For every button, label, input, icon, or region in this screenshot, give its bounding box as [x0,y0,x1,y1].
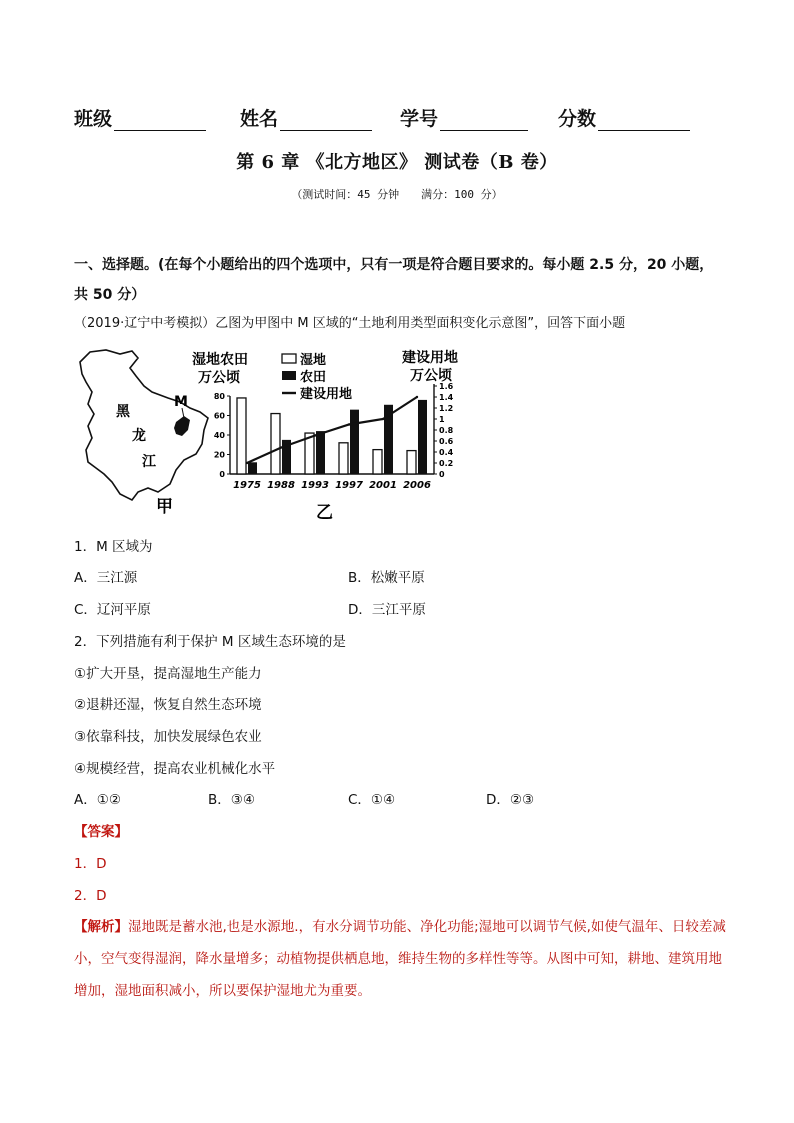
x-tick-label: 2006 [403,480,431,491]
student-number-blank[interactable] [440,110,528,131]
right-tick-label: 1 [439,415,445,424]
chart-legend [282,352,352,402]
right-tick-label: 1.4 [439,393,454,402]
q2-statement-1: ①扩大开垦，提高湿地生产能力 [74,666,262,682]
right-axis-title-1: 建设用地 [402,350,458,366]
left-axis-title-2: 万公顷 [198,370,240,386]
section-heading: 一、选择题。(在每个小题给出的四个选项中，只有一项是符合题目要求的。每小题 2.5 分，20 小题，共 50 分） [74,257,714,303]
bar-farmland [418,400,427,474]
legend-wetland-label: 湿地 [300,353,327,368]
x-tick-label: 1988 [267,480,295,491]
map-label-hei: 黑 [116,404,130,420]
legend-farmland-swatch [282,371,296,380]
legend-farmland-label: 农田 [300,370,327,385]
m-region-label: M [174,394,188,410]
q2-statement-3: ③依靠科技，加快发展绿色农业 [74,729,262,745]
land-use-chart [192,349,458,522]
bar-farmland [350,410,359,474]
map-label-long: 龙 [132,428,146,444]
analysis-text: 湿地既是蓄水池,也是水源地.，有水分调节功能、净化功能;湿地可以调节气候,如使气温年、日较差减小，空气变得湿润，降水量增多；动植物提供栖息地，维持生物的多样性等等。从图中可知，耕地、建筑用地增加，湿地面积减小，所以要保护湿地尤为重要。 [74,919,726,999]
score-blank[interactable] [598,110,690,131]
student-number-field[interactable] [400,104,528,131]
student-info-row [74,104,714,130]
q2-option-d[interactable]: D．②③ [486,792,535,808]
bar-wetland [237,398,246,474]
test-meta: （测试时间：45 分钟 满分：100 分） [291,188,503,201]
point-construction [280,446,282,448]
left-tick-label: 0 [219,470,225,479]
student-number-label: 学号 [400,108,439,130]
answer-2: 2．D [74,888,107,904]
right-tick-label: 0.4 [439,448,454,457]
class-field[interactable] [74,104,206,131]
left-tick-label: 60 [213,411,225,421]
question-1-stem: 1．M 区域为 [74,539,153,555]
left-tick-label: 40 [213,431,225,440]
analysis-paragraph [74,911,728,1007]
right-tick-label: 0.6 [439,437,454,446]
point-construction [382,418,384,420]
q2-option-b[interactable]: B．③④ [208,792,255,808]
question-intro: （2019·辽宁中考模拟）乙图为甲图中 M 区域的“土地利用类型面积变化示意图”，回答下面小题 [74,316,626,331]
q2-option-c[interactable]: C．①④ [348,792,396,808]
point-construction [348,423,350,425]
point-construction [416,396,418,398]
left-axis-title-1: 湿地农田 [192,352,248,368]
bar-wetland [271,414,280,474]
legend-wetland-swatch [282,354,296,363]
q1-option-b[interactable]: B．松嫩平原 [348,570,425,586]
answer-label: 【答案】 [74,824,128,840]
score-field[interactable] [558,104,690,131]
bar-wetland [373,450,382,474]
legend-construction-label: 建设用地 [300,387,353,402]
class-label: 班级 [74,108,113,130]
right-tick-label: 1.6 [439,382,454,391]
q1-option-d[interactable]: D．三江平原 [348,602,426,618]
analysis-label: 【解析】 [74,919,128,935]
score-label: 分数 [558,108,597,130]
x-tick-label: 1997 [335,480,363,491]
right-tick-label: 1.2 [439,404,454,413]
x-tick-label: 1993 [301,480,329,491]
left-tick-label: 80 [213,392,225,401]
q2-option-a[interactable]: A．①② [74,792,121,808]
figure [72,342,472,522]
point-construction [314,434,316,436]
left-tick-label: 20 [213,450,225,460]
class-blank[interactable] [114,110,206,131]
bar-farmland [316,431,325,474]
map-caption: 甲 [156,497,173,517]
x-tick-label: 2001 [369,480,397,491]
answer-1: 1．D [74,856,107,872]
name-label: 姓名 [240,108,279,130]
heilongjiang-map [80,350,208,517]
right-axis-title-2: 万公顷 [410,368,452,384]
map-label-jiang: 江 [142,454,156,470]
chart-caption: 乙 [316,503,333,522]
question-2-stem: 2．下列措施有利于保护 M 区域生态环境的是 [74,634,346,650]
right-tick-label: 0 [439,470,445,479]
page-title: 第 6 章 《北方地区》 测试卷（B 卷） [236,152,558,173]
bar-wetland [407,451,416,474]
name-field[interactable] [240,104,372,131]
bar-farmland [248,462,257,474]
right-tick-label: 0.8 [439,426,454,435]
bar-wetland [339,443,348,474]
q2-statement-4: ④规模经营，提高农业机械化水平 [74,761,276,777]
q1-option-a[interactable]: A．三江源 [74,570,138,586]
name-blank[interactable] [280,110,372,131]
point-construction [246,462,248,464]
q1-option-c[interactable]: C．辽河平原 [74,602,151,618]
q2-statement-2: ②退耕还湿，恢复自然生态环境 [74,697,262,713]
x-tick-label: 1975 [233,480,261,491]
right-tick-label: 0.2 [439,459,454,468]
